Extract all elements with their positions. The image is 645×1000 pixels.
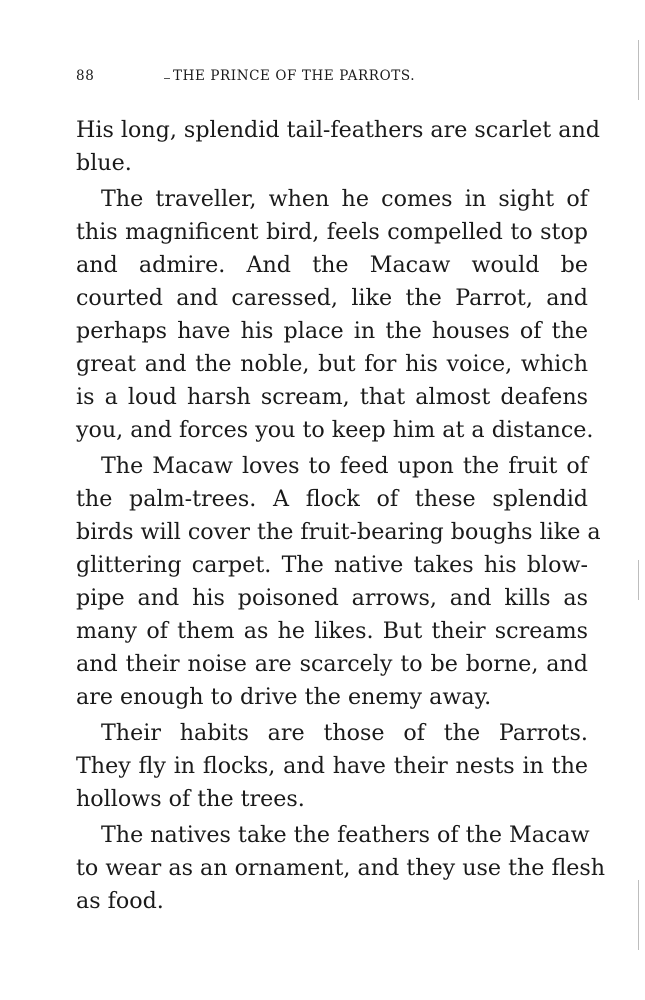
- text-line: courted and caressed, like the Parrot, and: [76, 285, 588, 311]
- text-line: many of them as he likes. But their screams: [76, 618, 588, 644]
- text-line: is a loud harsh scream, that almost deafens: [76, 384, 588, 410]
- paragraph: [76, 114, 600, 180]
- text-line: and their noise are scarcely to be borne, and: [76, 651, 588, 677]
- text-line: to wear as an ornament, and they use the flesh: [76, 855, 606, 881]
- text-line: The traveller, when he comes in sight of: [101, 186, 588, 212]
- text-line: and admire. And the Macaw would be: [76, 252, 588, 278]
- text-line: perhaps have his place in the houses of the: [76, 318, 588, 344]
- text-line: glittering carpet. The native takes his blow-: [76, 552, 588, 578]
- text-line: The natives take the feathers of the Macaw: [101, 822, 590, 848]
- scan-edge-mark: [638, 560, 639, 600]
- header-dash: [164, 78, 170, 79]
- text-line: The Macaw loves to feed upon the fruit of: [101, 453, 588, 479]
- running-title: THE PRINCE OF THE PARROTS.: [173, 68, 416, 84]
- text-line: as food.: [76, 888, 164, 914]
- text-line: this magnificent bird, feels compelled to stop: [76, 219, 588, 245]
- text-line: are enough to drive the enemy away.: [76, 684, 492, 710]
- text-line: birds will cover the fruit-bearing boughs like a: [76, 519, 601, 545]
- paragraph: [76, 450, 601, 714]
- text-line: the palm-trees. A flock of these splendid: [76, 486, 588, 512]
- paragraph: [76, 183, 594, 447]
- text-line: great and the noble, but for his voice, which: [76, 351, 588, 377]
- text-line: They fly in flocks, and have their nests in the: [76, 753, 588, 779]
- scan-edge-mark: [638, 880, 639, 950]
- text-line: blue.: [76, 150, 132, 176]
- text-line: hollows of the trees.: [76, 786, 305, 812]
- running-head: [76, 68, 588, 90]
- scan-edge-mark: [638, 40, 639, 100]
- text-line: you, and forces you to keep him at a distance.: [76, 417, 594, 443]
- text-line: Their habits are those of the Parrots.: [101, 720, 588, 746]
- text-line: His long, splendid tail-feathers are scarlet and: [76, 117, 600, 143]
- paragraph: [76, 819, 606, 918]
- paragraph: [76, 717, 588, 816]
- text-line: pipe and his poisoned arrows, and kills as: [76, 585, 588, 611]
- body-text: [76, 114, 606, 918]
- page-number: 88: [76, 68, 95, 84]
